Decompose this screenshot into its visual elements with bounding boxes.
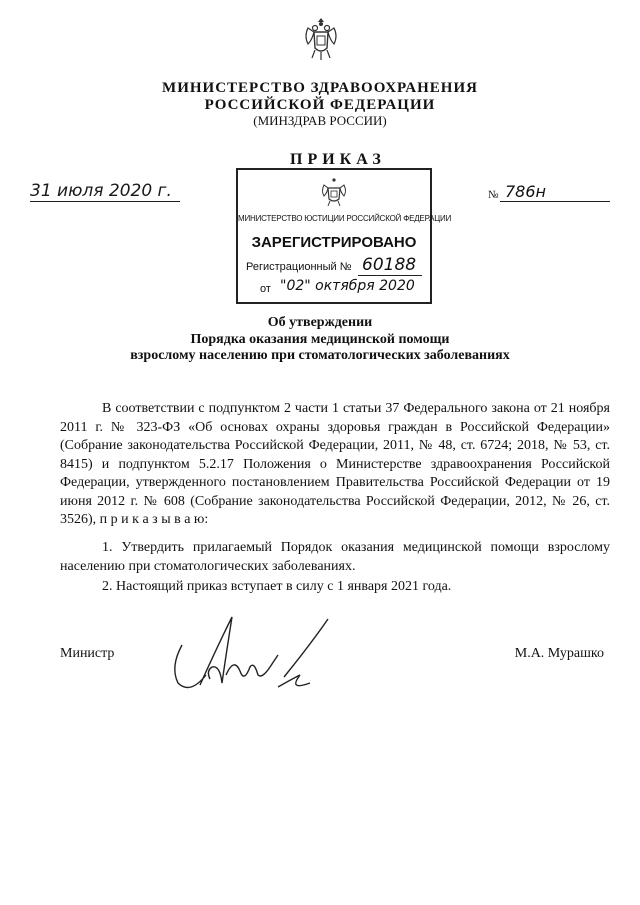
stamp-date: "02" октября 2020: [280, 278, 415, 294]
ministry-short-name: (МИНЗДРАВ РОССИИ): [253, 113, 387, 128]
number-underline: [500, 201, 610, 202]
ministry-name-line2: РОССИЙСКОЙ ФЕДЕРАЦИИ: [204, 97, 436, 113]
order-item-2-text: 2. Настоящий приказ вступает в силу с 1 января 2021 года.: [102, 579, 452, 594]
order-item-2: [60, 578, 610, 597]
ministry-name-line1: МИНИСТЕРСТВО ЗДРАВООХРАНЕНИЯ: [162, 80, 478, 96]
stamp-registered-label: ЗАРЕГИСТРИРОВАНО: [251, 234, 417, 251]
signatory-name: М.А. Мурашко: [514, 646, 604, 661]
document-heading-line3: взрослому населению при стоматологических заболеваниях: [130, 348, 510, 363]
order-number: 786н: [505, 182, 546, 201]
order-date: 31 июля 2020 г.: [30, 181, 172, 201]
registration-stamp: [236, 168, 452, 304]
order-item-1: [60, 539, 610, 576]
date-underline: [30, 201, 180, 202]
stamp-date-label: от: [260, 283, 271, 295]
preamble-text: В соответствии с подпунктом 2 части 1 статьи 37 Федерального закона от 21 ноября 2011 г. № 323-ФЗ «Об основах охраны здоровья граждан в Российской Федерации» (Собрание законодательства Российской Федерации, 2011, № 48, ст. 6724; 2018, № 53, ст. 8415) и подпунктом 5.2.17 Положения о Министерстве здравоохранения Российской Федерации, утвержденного постановлением Правительства Российской Федерации от 19 июня 2012 г. № 608 (Собрание законодательства Российской Федерации, 2012, № 26, ст. 3526), п р и к а з ы в а ю:: [60, 401, 610, 527]
order-number-label: №: [488, 189, 499, 201]
stamp-organization: МИНИСТЕРСТВО ЮСТИЦИИ РОССИЙСКОЙ ФЕДЕРАЦИИ: [238, 214, 452, 223]
stamp-reg-number-underline: [358, 275, 422, 276]
document-heading-line2: Порядка оказания медицинской помощи: [190, 332, 450, 347]
document-heading-line1: Об утверждении: [267, 315, 373, 330]
stamp-reg-number: 60188: [362, 255, 417, 275]
order-item-1-text: 1. Утвердить прилагаемый Порядок оказания медицинской помощи взрослому населению при стоматологических заболеваниях.: [60, 540, 610, 574]
signatory-position: Министр: [60, 646, 115, 661]
coat-of-arms-icon: [300, 14, 342, 62]
preamble-paragraph: [60, 400, 610, 530]
order-title: ПРИКАЗ: [290, 151, 386, 168]
signature-icon: [160, 605, 340, 700]
stamp-reg-number-label: Регистрационный №: [246, 261, 352, 273]
coat-of-arms-icon: [318, 176, 350, 208]
